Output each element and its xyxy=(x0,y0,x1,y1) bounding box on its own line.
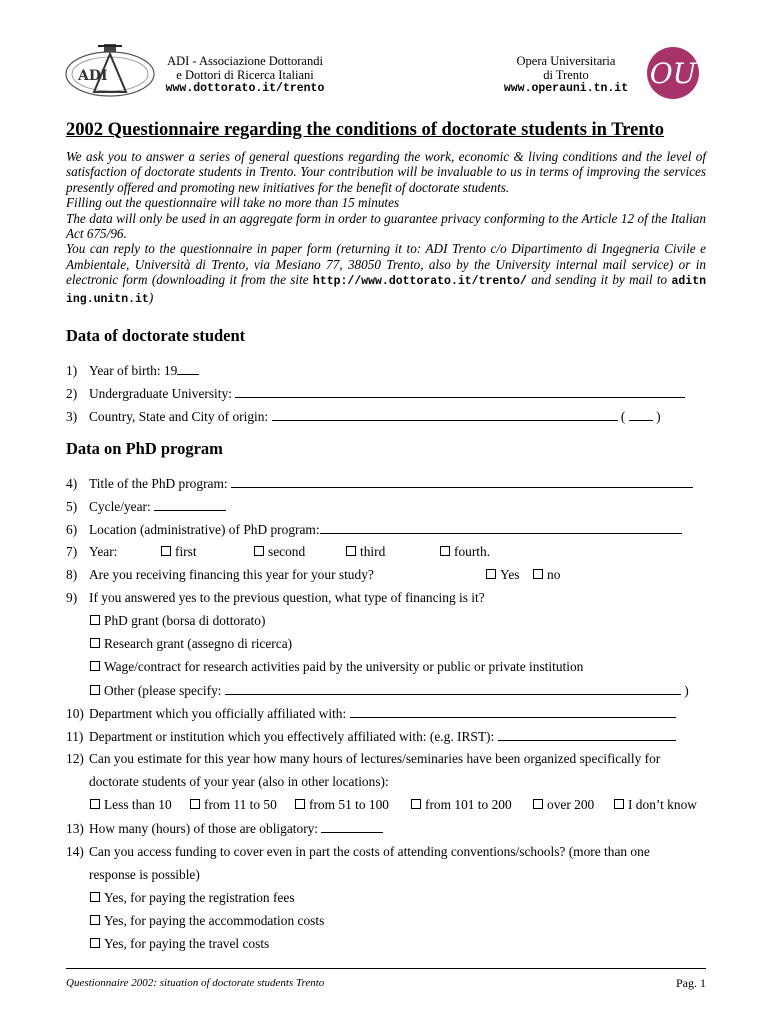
question-label-cont: doctorate students of your year (also in other locations): xyxy=(89,774,389,789)
footer-divider xyxy=(66,968,706,969)
checkbox[interactable] xyxy=(254,546,264,556)
opera-logo-text: OU xyxy=(649,57,697,90)
section-title-student: Data of doctorate student xyxy=(66,326,246,345)
question-number: 6) xyxy=(66,522,78,537)
header-right-url[interactable]: www.operauni.tn.it xyxy=(503,82,629,95)
funding-option-accommodation[interactable] xyxy=(90,913,324,929)
hours-option-5[interactable] xyxy=(533,797,594,813)
footer-left: Questionnaire 2002: situation of doctorate students Trento xyxy=(66,977,325,989)
option-label: I don’t know xyxy=(628,797,697,812)
intro-p4c: ) xyxy=(148,289,154,305)
option-label: Research grant (assegno di ricerca) xyxy=(104,636,293,651)
financing-type-phd-grant[interactable] xyxy=(90,613,265,629)
checkbox[interactable] xyxy=(190,799,200,809)
year-option-first[interactable] xyxy=(161,544,197,560)
hours-option-4[interactable] xyxy=(411,797,512,813)
year-of-birth-field[interactable] xyxy=(177,362,199,375)
financing-type-wage[interactable] xyxy=(90,659,583,675)
option-label: no xyxy=(547,567,561,582)
undergraduate-university-field[interactable] xyxy=(235,385,685,398)
option-label: first xyxy=(175,544,197,559)
question-label: Can you estimate for this year how many hours of lectures/seminaries have been organized specifically for xyxy=(89,751,661,766)
intro-p4a: You can reply to the questionnaire in paper form (returning it to: ADI Trento c/o Dipartimento di Ingegneria Civile e Ambientale, Università di Trento, via Mesiano 77, 38050 Trento, also by the University internal mail service) or in electronic form (downloading it from the site xyxy=(66,241,706,288)
question-1 xyxy=(66,362,711,379)
option-label: from 51 to 100 xyxy=(309,797,389,812)
intro-p4b: and sending it by mail to xyxy=(526,272,672,288)
official-department-field[interactable] xyxy=(350,705,676,718)
hours-option-2[interactable] xyxy=(190,797,277,813)
question-4 xyxy=(66,475,711,492)
question-2 xyxy=(66,385,711,402)
option-label: over 200 xyxy=(547,797,595,812)
option-label: PhD grant (borsa di dottorato) xyxy=(104,613,266,628)
adi-logo-text: ADI xyxy=(78,68,108,84)
hours-option-3[interactable] xyxy=(295,797,389,813)
header-left-line1: ADI - Associazione Dottorandi xyxy=(167,54,323,68)
question-10 xyxy=(66,705,711,722)
question-label-cont: response is possible) xyxy=(89,867,200,882)
page-title: 2002 Questionnaire regarding the conditions of doctorate students in Trento xyxy=(66,120,665,140)
question-number: 5) xyxy=(66,499,78,514)
question-number: 11) xyxy=(66,729,84,744)
checkbox[interactable] xyxy=(90,938,100,948)
opera-logo-icon xyxy=(644,46,702,100)
option-label: fourth. xyxy=(454,544,491,559)
checkbox[interactable] xyxy=(90,915,100,925)
checkbox[interactable] xyxy=(411,799,421,809)
option-label: Yes, for paying the accommodation costs xyxy=(104,913,325,928)
origin-field[interactable] xyxy=(272,408,618,421)
question-number: 7) xyxy=(66,544,78,559)
header-left xyxy=(140,54,350,96)
question-label: Department or institution which you effectively affiliated with: (e.g. IRST): xyxy=(89,729,495,744)
checkbox[interactable] xyxy=(90,799,100,809)
question-5 xyxy=(66,498,711,515)
question-number: 8) xyxy=(66,567,78,582)
question-label: Department which you officially affiliated with: xyxy=(89,706,347,721)
phd-title-field[interactable] xyxy=(231,475,693,488)
page-number: Pag. 1 xyxy=(676,976,706,990)
financing-option-no[interactable] xyxy=(533,567,560,583)
paren-open: ( xyxy=(620,409,626,424)
funding-option-travel[interactable] xyxy=(90,936,269,952)
year-option-third[interactable] xyxy=(346,544,385,560)
checkbox[interactable] xyxy=(90,615,100,625)
cycle-year-field[interactable] xyxy=(154,498,226,511)
financing-type-research-grant[interactable] xyxy=(90,636,292,652)
checkbox[interactable] xyxy=(90,661,100,671)
intro-text xyxy=(66,149,706,307)
other-specify-field[interactable] xyxy=(225,682,681,695)
financing-option-yes[interactable] xyxy=(486,567,519,583)
intro-p3: The data will only be used in an aggregate form in order to guarantee privacy conforming to the Article 12 of the Italian Act 675/96. xyxy=(66,210,706,242)
intro-p1: We ask you to answer a series of general questions regarding the work, economic & living conditions and the level of satisfaction of doctorate students in Trento. Your contribution will be invaluable to us in terms of improving the services presently offered and promoting new initiatives for the benefit of doctorate students. xyxy=(66,149,706,195)
option-label: Other (please specify: xyxy=(104,683,222,698)
question-9 xyxy=(66,590,711,606)
header-right xyxy=(486,54,646,96)
checkbox[interactable] xyxy=(614,799,624,809)
question-number: 1) xyxy=(66,363,78,378)
option-label: Wage/contract for research activities paid by the university or public or private institution xyxy=(104,659,584,674)
question-number: 4) xyxy=(66,476,78,491)
question-13 xyxy=(66,820,711,837)
question-number: 13) xyxy=(66,821,84,836)
question-label: Country, State and City of origin: xyxy=(89,409,269,424)
question-12-cont xyxy=(89,774,734,790)
intro-p2: Filling out the questionnaire will take no more than 15 minutes xyxy=(66,195,400,211)
question-14 xyxy=(66,844,711,860)
question-number: 3) xyxy=(66,409,78,424)
question-label: Undergraduate University: xyxy=(89,386,232,401)
question-3 xyxy=(66,408,711,425)
header-right-line1: Opera Universitaria xyxy=(516,54,616,68)
question-label: If you answered yes to the previous question, what type of financing is it? xyxy=(89,590,485,605)
question-8 xyxy=(66,567,711,583)
paren-close: ) xyxy=(684,683,689,698)
question-11 xyxy=(66,728,711,745)
question-12 xyxy=(66,751,711,767)
effective-department-field[interactable] xyxy=(498,728,676,741)
phd-location-field[interactable] xyxy=(320,521,682,534)
funding-option-registration[interactable] xyxy=(90,890,295,906)
checkbox[interactable] xyxy=(90,892,100,902)
question-number: 14) xyxy=(66,844,84,859)
header-right-line2: di Trento xyxy=(543,68,589,82)
intro-mail[interactable]: aditn ing.unitn.it xyxy=(66,275,706,306)
opera-logo xyxy=(644,46,702,100)
intro-url[interactable]: http://www.dottorato.it/trento/ xyxy=(312,275,527,289)
question-label: Year: xyxy=(89,544,118,559)
question-number: 10) xyxy=(66,706,84,721)
checkbox[interactable] xyxy=(533,569,543,579)
question-number: 12) xyxy=(66,751,84,766)
year-option-second[interactable] xyxy=(254,544,305,560)
header-left-url[interactable]: www.dottorato.it/trento xyxy=(165,82,325,95)
obligatory-hours-field[interactable] xyxy=(321,820,383,833)
checkbox[interactable] xyxy=(533,799,543,809)
paren-close: ) xyxy=(656,409,661,424)
question-label: Title of the PhD program: xyxy=(89,476,228,491)
question-number: 2) xyxy=(66,386,78,401)
checkbox[interactable] xyxy=(161,546,171,556)
checkbox[interactable] xyxy=(486,569,496,579)
option-label: Yes xyxy=(500,567,520,582)
checkbox[interactable] xyxy=(346,546,356,556)
question-label: Location (administrative) of PhD program: xyxy=(89,522,320,537)
checkbox[interactable] xyxy=(90,685,100,695)
option-label: from 101 to 200 xyxy=(425,797,512,812)
question-label: Year of birth: 19 xyxy=(89,363,178,378)
question-number: 9) xyxy=(66,590,78,605)
option-label: from 11 to 50 xyxy=(204,797,277,812)
question-label: Are you receiving financing this year for your study? xyxy=(89,567,374,582)
option-label: Yes, for paying the travel costs xyxy=(104,936,270,951)
checkbox[interactable] xyxy=(90,638,100,648)
hours-option-6[interactable] xyxy=(614,797,697,813)
option-label: Less than 10 xyxy=(104,797,172,812)
checkbox[interactable] xyxy=(295,799,305,809)
checkbox[interactable] xyxy=(440,546,450,556)
question-14-cont xyxy=(89,867,734,883)
financing-type-other[interactable] xyxy=(90,682,689,699)
section-title-phd: Data on PhD program xyxy=(66,439,223,458)
option-label: second xyxy=(268,544,306,559)
origin-code-field[interactable] xyxy=(629,408,653,421)
question-label: Can you access funding to cover even in part the costs of attending conventions/schools? (more than one xyxy=(89,844,650,859)
hours-option-1[interactable] xyxy=(90,797,172,813)
option-label: third xyxy=(360,544,386,559)
header-left-line2: e Dottori di Ricerca Italiani xyxy=(176,68,314,82)
question-label: Cycle/year: xyxy=(89,499,151,514)
question-label: How many (hours) of those are obligatory: xyxy=(89,821,319,836)
intro-p4 xyxy=(66,241,706,307)
year-option-fourth[interactable] xyxy=(440,544,490,560)
question-6 xyxy=(66,521,711,538)
option-label: Yes, for paying the registration fees xyxy=(104,890,295,905)
